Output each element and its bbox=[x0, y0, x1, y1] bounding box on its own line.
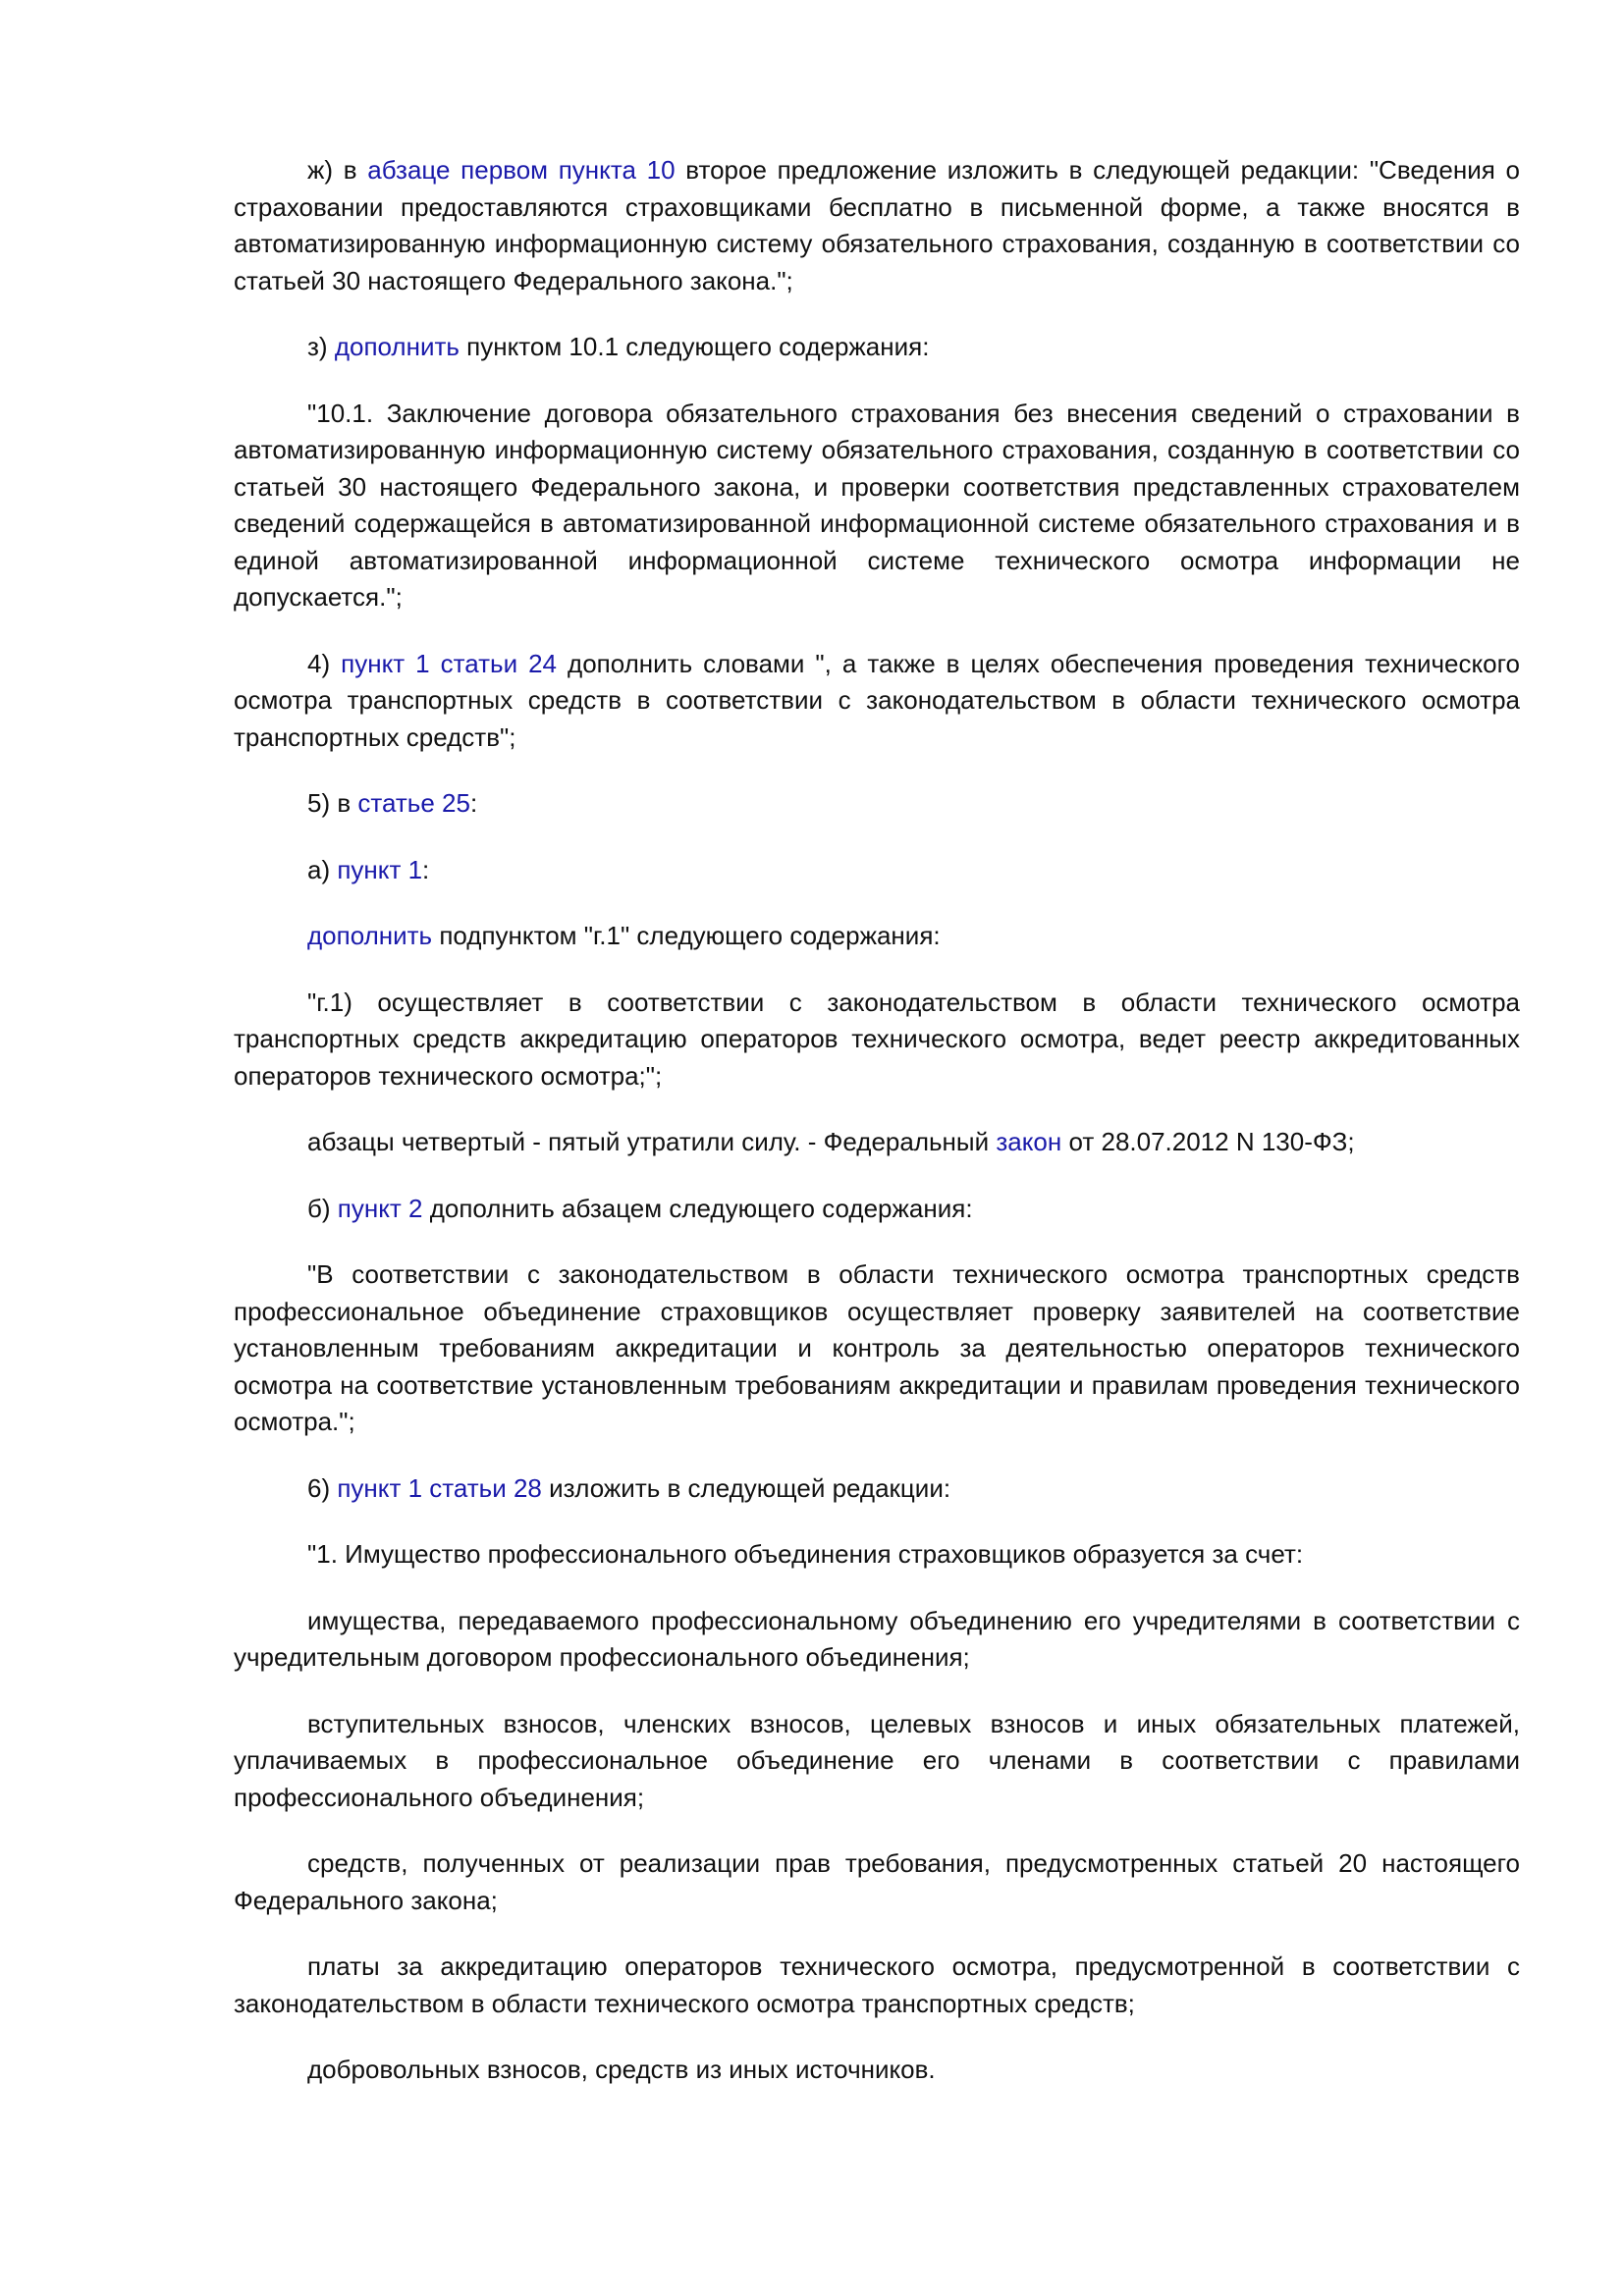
paragraph bbox=[234, 1470, 1520, 1508]
paragraph-text: ж) в bbox=[307, 155, 368, 185]
reference-link[interactable]: пункт 2 bbox=[337, 1193, 423, 1223]
paragraph bbox=[234, 396, 1520, 616]
reference-link[interactable]: дополнить bbox=[334, 332, 460, 361]
paragraph bbox=[234, 152, 1520, 299]
paragraph-text: "1. Имущество профессионального объединения страховщиков образуется за счет: bbox=[307, 1539, 1304, 1569]
paragraph bbox=[234, 918, 1520, 955]
reference-link[interactable]: пункт 1 статьи 28 bbox=[337, 1472, 542, 1503]
paragraph bbox=[234, 329, 1520, 366]
paragraph-text: "10.1. Заключение договора обязательного страхования без внесения сведений о страховании в автоматизированную информационную систему обязательного страхования, созданную в соответствии со статьей 30 настоящего Федерального закона, и проверки соответствия представленных страхователем сведений содержащейся в автоматизированной информационной системе обязательного страхования и в единой автоматизированной информационной системе технического осмотра информации не допускается."; bbox=[234, 398, 1520, 612]
reference-link[interactable]: закон bbox=[996, 1127, 1062, 1156]
paragraph bbox=[234, 1124, 1520, 1161]
paragraph bbox=[234, 1603, 1520, 1677]
paragraph-text: подпунктом "г.1" следующего содержания: bbox=[432, 921, 941, 950]
paragraph-text: имущества, передаваемого профессиональному объединению его учредителями в соответствии с учредительным договором профессионального объединения; bbox=[234, 1605, 1520, 1672]
paragraph bbox=[234, 646, 1520, 757]
paragraph-text: вступительных взносов, членских взносов, целевых взносов и иных обязательных платежей, уплачиваемых в профессиональное объединение его членами в соответствии с правилами профессионального объединения; bbox=[234, 1708, 1520, 1812]
reference-link[interactable]: пункт 1 статьи 24 bbox=[341, 648, 558, 678]
paragraph-text: от 28.07.2012 N 130-ФЗ; bbox=[1061, 1127, 1355, 1156]
paragraph-text: 6) bbox=[307, 1472, 338, 1503]
paragraph-text: изложить в следующей редакции: bbox=[541, 1472, 951, 1503]
paragraph bbox=[234, 852, 1520, 889]
paragraph bbox=[234, 2052, 1520, 2089]
paragraph bbox=[234, 1845, 1520, 1919]
paragraph bbox=[234, 1191, 1520, 1228]
paragraph bbox=[234, 1256, 1520, 1441]
reference-link[interactable]: дополнить bbox=[307, 921, 433, 950]
paragraph bbox=[234, 985, 1520, 1095]
paragraph bbox=[234, 1949, 1520, 2022]
paragraph-text: абзацы четвертый - пятый утратили силу. - Федеральный bbox=[307, 1127, 997, 1156]
paragraph-text: средств, полученных от реализации прав требования, предусмотренных статьей 20 настоящего Федерального закона; bbox=[234, 1848, 1520, 1915]
paragraph-text: : bbox=[469, 788, 478, 818]
paragraph bbox=[234, 1536, 1520, 1574]
reference-link[interactable]: пункт 1 bbox=[337, 854, 423, 884]
paragraph-text: пунктом 10.1 следующего содержания: bbox=[459, 332, 930, 361]
paragraph-text: дополнить абзацем следующего содержания: bbox=[422, 1193, 973, 1223]
paragraph-text: з) bbox=[307, 332, 335, 361]
paragraph-text: 4) bbox=[307, 648, 342, 678]
reference-link[interactable]: абзаце первом пункта 10 bbox=[367, 155, 676, 185]
reference-link[interactable]: статье 25 bbox=[357, 788, 470, 818]
paragraph-text: дополнить словами ", а также в целях обеспечения проведения технического осмотра транспортных средств в соответствии с законодательством в области технического осмотра транспортных средств"; bbox=[234, 648, 1520, 752]
paragraph bbox=[234, 785, 1520, 823]
paragraph-text: второе предложение изложить в следующей редакции: "Сведения о страховании предоставляются страховщиками бесплатно в письменной форме, а также вносятся в автоматизированную информационную систему обязательного страхования, созданную в соответствии со статьей 30 настоящего Федерального закона."; bbox=[234, 155, 1520, 295]
paragraph-text: : bbox=[422, 854, 430, 884]
paragraph-text: 5) в bbox=[307, 788, 358, 818]
paragraph-text: б) bbox=[307, 1193, 338, 1223]
paragraph-text: платы за аккредитацию операторов технического осмотра, предусмотренной в соответствии с законодательством в области технического осмотра транспортных средств; bbox=[234, 1951, 1520, 2018]
paragraph-text: добровольных взносов, средств из иных источников. bbox=[307, 2055, 936, 2084]
paragraph-text: "г.1) осуществляет в соответствии с законодательством в области технического осмотра транспортных средств аккредитацию операторов технического осмотра, ведет реестр аккредитованных операторов технического осмотра;"; bbox=[234, 987, 1520, 1091]
paragraph-text: а) bbox=[307, 854, 338, 884]
document-page bbox=[234, 152, 1520, 2118]
paragraph bbox=[234, 1706, 1520, 1817]
paragraph-text: "В соответствии с законодательством в области технического осмотра транспортных средств профессиональное объединение страховщиков осуществляет проверку заявителей на соответствие установленным требованиям аккредитации и контроль за деятельностью операторов технического осмотра на соответствие установленным требованиям аккредитации и правилам проведения технического осмотра."; bbox=[234, 1259, 1520, 1436]
